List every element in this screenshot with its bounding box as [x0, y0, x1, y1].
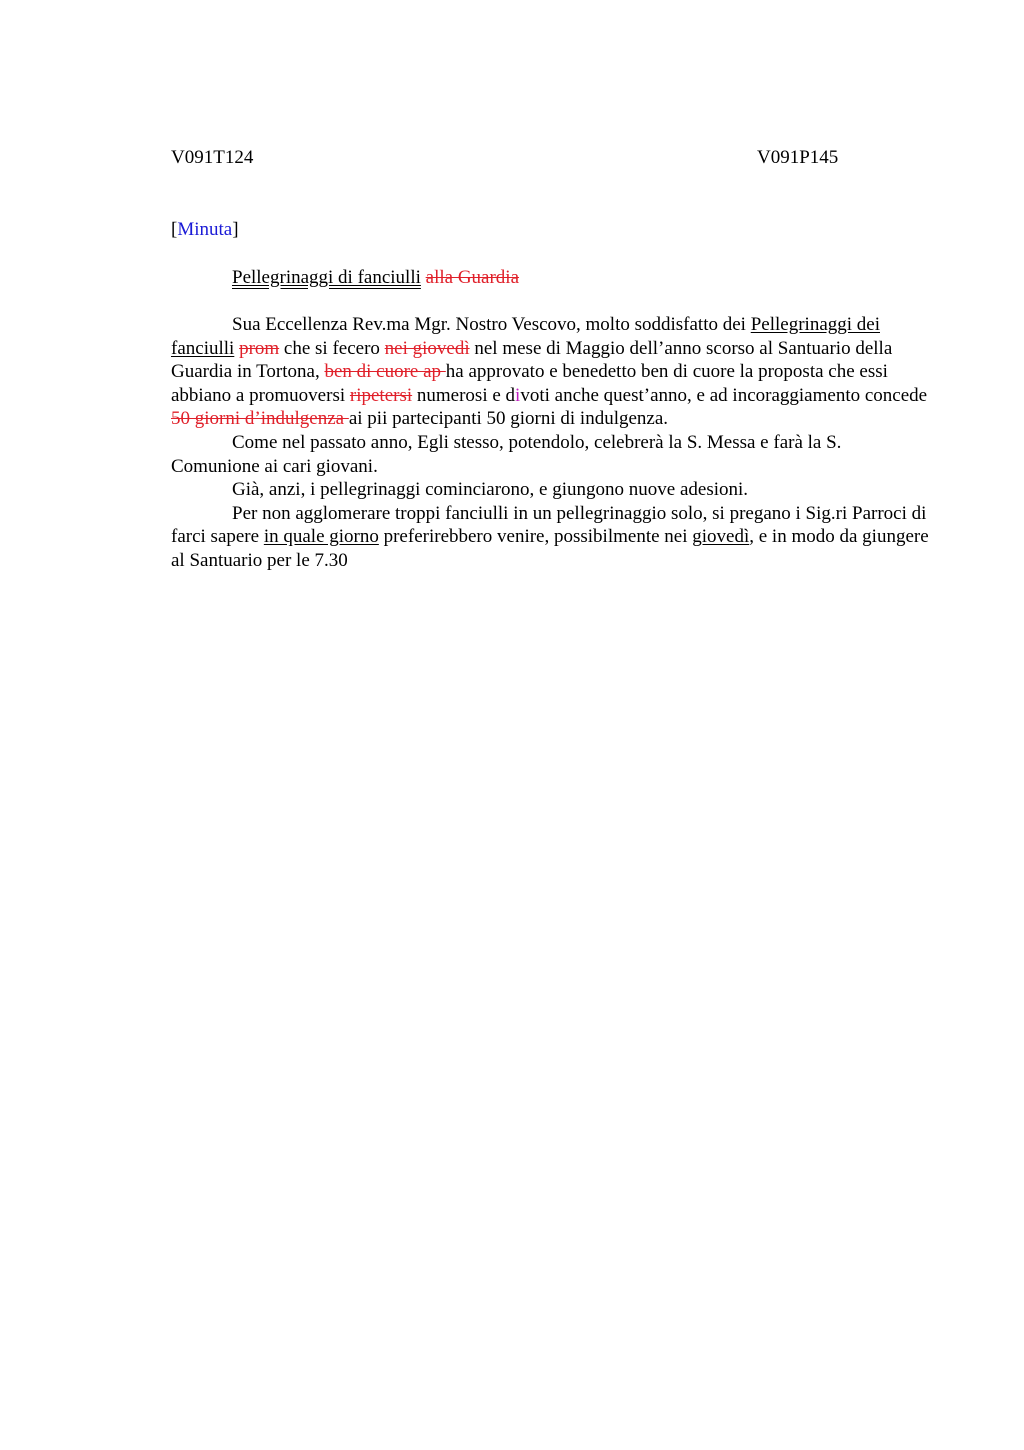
paragraph-announcement: [171, 313, 929, 431]
document-body: [171, 313, 929, 573]
text-segment: , e in modo da giungere al Santuario per le 7.30: [171, 526, 929, 571]
deleted-text: prom: [239, 337, 280, 359]
text-segment: che si fecero: [279, 337, 385, 359]
text-segment: voti anche quest’anno, e ad incoraggiamento concede: [520, 384, 928, 406]
close-bracket: ]: [232, 219, 239, 240]
title-deleted-text: alla Guardia: [425, 267, 520, 288]
underlined-text: giovedì: [692, 526, 750, 548]
text-segment: ai pii partecipanti 50 giorni di indulgenza.: [348, 408, 669, 430]
inserted-letter: i: [515, 384, 521, 406]
text-segment: Per non agglomerare troppi fanciulli in un pellegrinaggio solo, si pregano i Sig.ri Parroci di farci sapere: [171, 502, 927, 548]
paragraph-mass: Come nel passato anno, Egli stesso, potendolo, celebrerà la S. Messa e farà la S. Comunione ai cari giovani.: [171, 431, 842, 477]
text-segment: numerosi e d: [412, 384, 516, 406]
underlined-text: Pellegrinaggi dei fanciulli: [171, 314, 880, 359]
underlined-text: in quale giorno: [263, 526, 379, 548]
document-code-right: V091P145: [757, 147, 839, 168]
paragraph-adhesions: Già, anzi, i pellegrinaggi cominciarono, e giungono nuove adesioni.: [232, 479, 749, 501]
deleted-text: ben di cuore ap: [324, 361, 446, 383]
text-segment: preferirebbero venire, possibilmente nei: [378, 526, 693, 548]
open-bracket: [: [171, 219, 178, 240]
deleted-text: 50 giorni d’indulgenza: [171, 408, 349, 430]
document-title: [232, 266, 519, 290]
deleted-text: nei giovedì: [384, 337, 470, 359]
minuta-label: [171, 218, 239, 242]
text-segment: nel mese di Maggio dell’anno scorso al Santuario della Guardia in Tortona,: [171, 337, 893, 383]
title-text: Pellegrinaggi di fanciulli: [232, 267, 421, 288]
text-segment: Sua Eccellenza Rev.ma Mgr. Nostro Vescovo, molto soddisfatto dei: [232, 314, 751, 335]
document-code-left: V091T124: [171, 147, 254, 168]
deleted-text: ripetersi: [349, 384, 413, 406]
minuta-word: Minuta: [177, 219, 233, 240]
paragraph-request: [171, 502, 929, 573]
text-segment: ha approvato e benedetto ben di cuore la proposta che essi abbiano a promuoversi: [171, 361, 888, 406]
